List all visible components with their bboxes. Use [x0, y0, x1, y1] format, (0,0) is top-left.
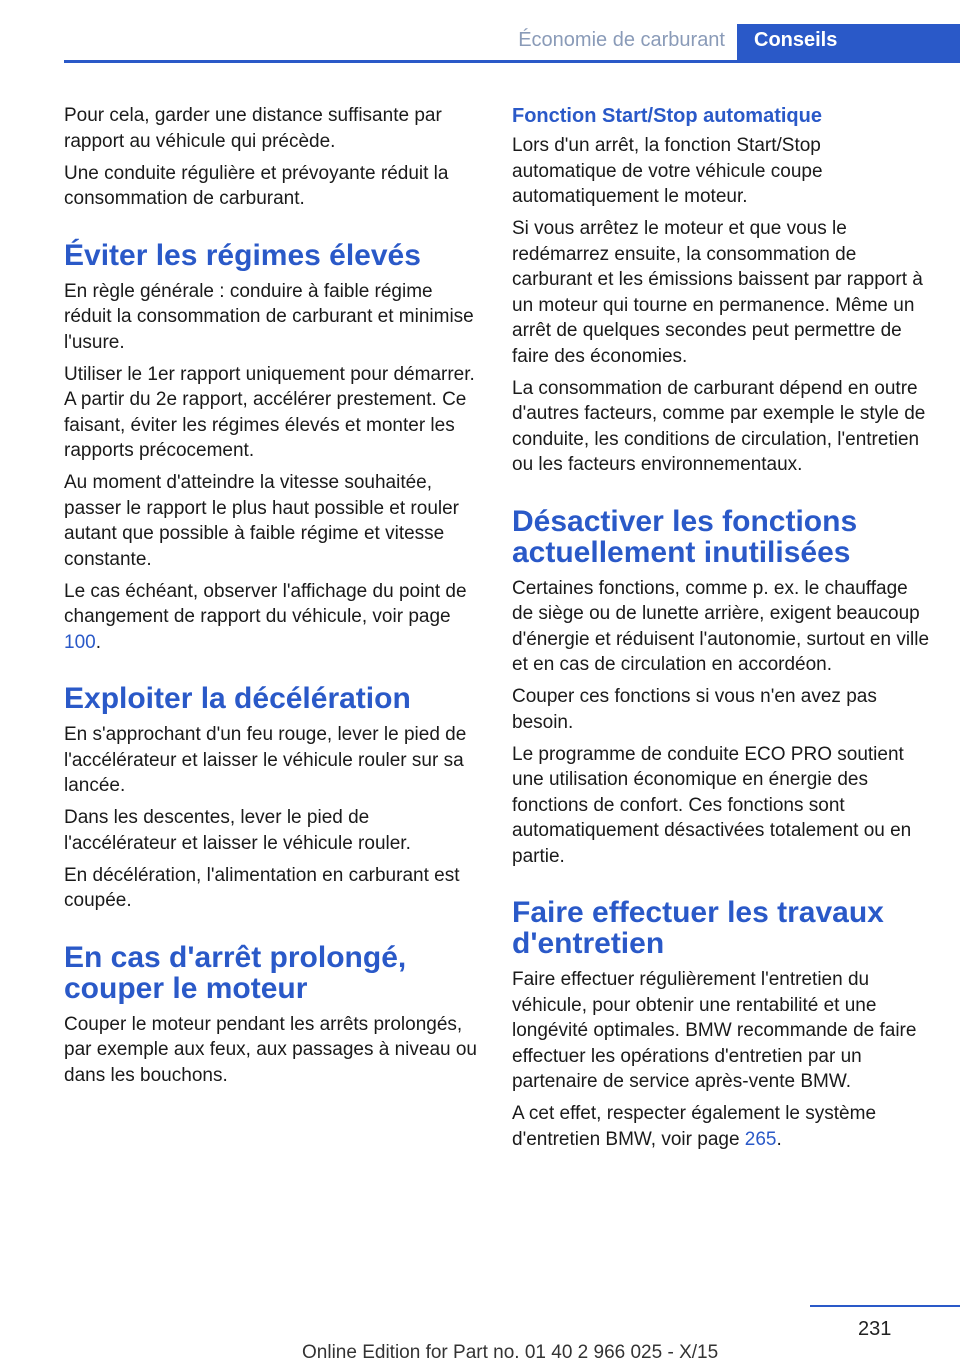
paragraph: En décélération, l'alimentation en carburant est coupée. [64, 864, 460, 911]
paragraph [512, 1101, 930, 1152]
paragraph: Lors d'un arrêt, la fonction Start/Stop automatique de votre véhicule coupe automatiquement le moteur. [512, 135, 823, 207]
paragraph-text: A cet effet, respecter également le système d'entretien BMW, voir page [512, 1103, 877, 1150]
paragraph: Dans les descentes, lever le pied de l'accélérateur et laisser le véhicule rouler. [64, 807, 411, 854]
paragraph-end: . [95, 631, 101, 653]
paragraph: Certaines fonctions, comme p. ex. le chauffage de siège ou de lunette arrière, exigent beaucoup d'énergie et réduisent l'autonomie, surtout en ville et en cas de circulation en accordéon. [512, 577, 930, 675]
paragraph: En s'approchant d'un feu rouge, lever le pied de l'accélérateur et laisser le véhicule rouler sur sa lancée. [64, 724, 467, 796]
section-heading: Exploiter la décélération [64, 682, 411, 715]
paragraph-end: . [776, 1128, 782, 1150]
paragraph: Couper le moteur pendant les arrêts prolongés, par exemple aux feux, aux passages à niveau ou dans les bouchons. [64, 1013, 477, 1086]
right-column [512, 103, 930, 1159]
page-link[interactable]: 265 [744, 1128, 777, 1150]
paragraph: En règle générale : conduire à faible régime réduit la consommation de carburant et minimise l'usure. [64, 280, 474, 353]
left-column [64, 103, 482, 1095]
section-heading: Éviter les régimes élevés [64, 238, 421, 272]
page-footer [0, 1290, 960, 1362]
paragraph: La consommation de carburant dépend en outre d'autres facteurs, comme par exemple le style de conduite, les conditions de circulation, l'entretien ou les facteurs environnementaux. [512, 377, 926, 475]
page-link[interactable]: 100 [64, 631, 96, 653]
paragraph: Pour cela, garder une distance suffisante par rapport au véhicule qui précède. [64, 105, 442, 152]
page-header [0, 0, 960, 62]
paragraph: Si vous arrêtez le moteur et que vous le redémarrez ensuite, la consommation de carburant et les émissions baissent par rapport à un moteur qui tourne en permanence. Même un arrêt de quelques secondes peut permettre de faire des économies. [512, 218, 923, 367]
paragraph: Au moment d'atteindre la vitesse souhaitée, passer le rapport le plus haut possible et rouler autant que possible à faible régime et vitesse constante. [64, 472, 460, 570]
page-number: 231 [858, 1318, 892, 1340]
paragraph-text: Le cas échéant, observer l'affichage du point de changement de rapport du véhicule, voir page [64, 580, 467, 627]
paragraph: Le programme de conduite ECO PRO soutient une utilisation économique en énergie des fonctions de confort. Ces fonctions sont automatiquement désactivées totalement ou en partie. [512, 743, 912, 867]
section-heading: En cas d'arrêt prolongé, couper le moteur [64, 940, 407, 1005]
edition-note: Online Edition for Part no. 01 40 2 966 025 - X/15 [302, 1342, 719, 1362]
header-rule [64, 60, 960, 63]
section-heading: Faire effectuer les travaux d'entretien [512, 896, 884, 960]
paragraph: Faire effectuer régulièrement l'entretien du véhicule, pour obtenir une rentabilité et une longévité optimales. BMW recommande de faire effectuer les opérations d'entretien par un partenaire de service après-vente BMW. [512, 969, 917, 1092]
footer-rule [810, 1305, 960, 1307]
paragraph [64, 579, 482, 656]
section-title: Économie de carburant [518, 29, 725, 51]
subsection-heading: Fonction Start/Stop automatique [512, 105, 822, 127]
paragraph: Couper ces fonctions si vous n'en avez pas besoin. [512, 686, 877, 733]
chapter-tab: Conseils [737, 24, 960, 61]
paragraph: Une conduite régulière et prévoyante réduit la consommation de carburant. [64, 162, 449, 209]
paragraph: Utiliser le 1er rapport uniquement pour démarrer. A partir du 2e rapport, accélérer prestement. Ce faisant, éviter les régimes élevés et monter les rapports précocement. [64, 363, 475, 461]
section-heading: Désactiver les fonctions actuellement inutilisées [512, 504, 858, 569]
